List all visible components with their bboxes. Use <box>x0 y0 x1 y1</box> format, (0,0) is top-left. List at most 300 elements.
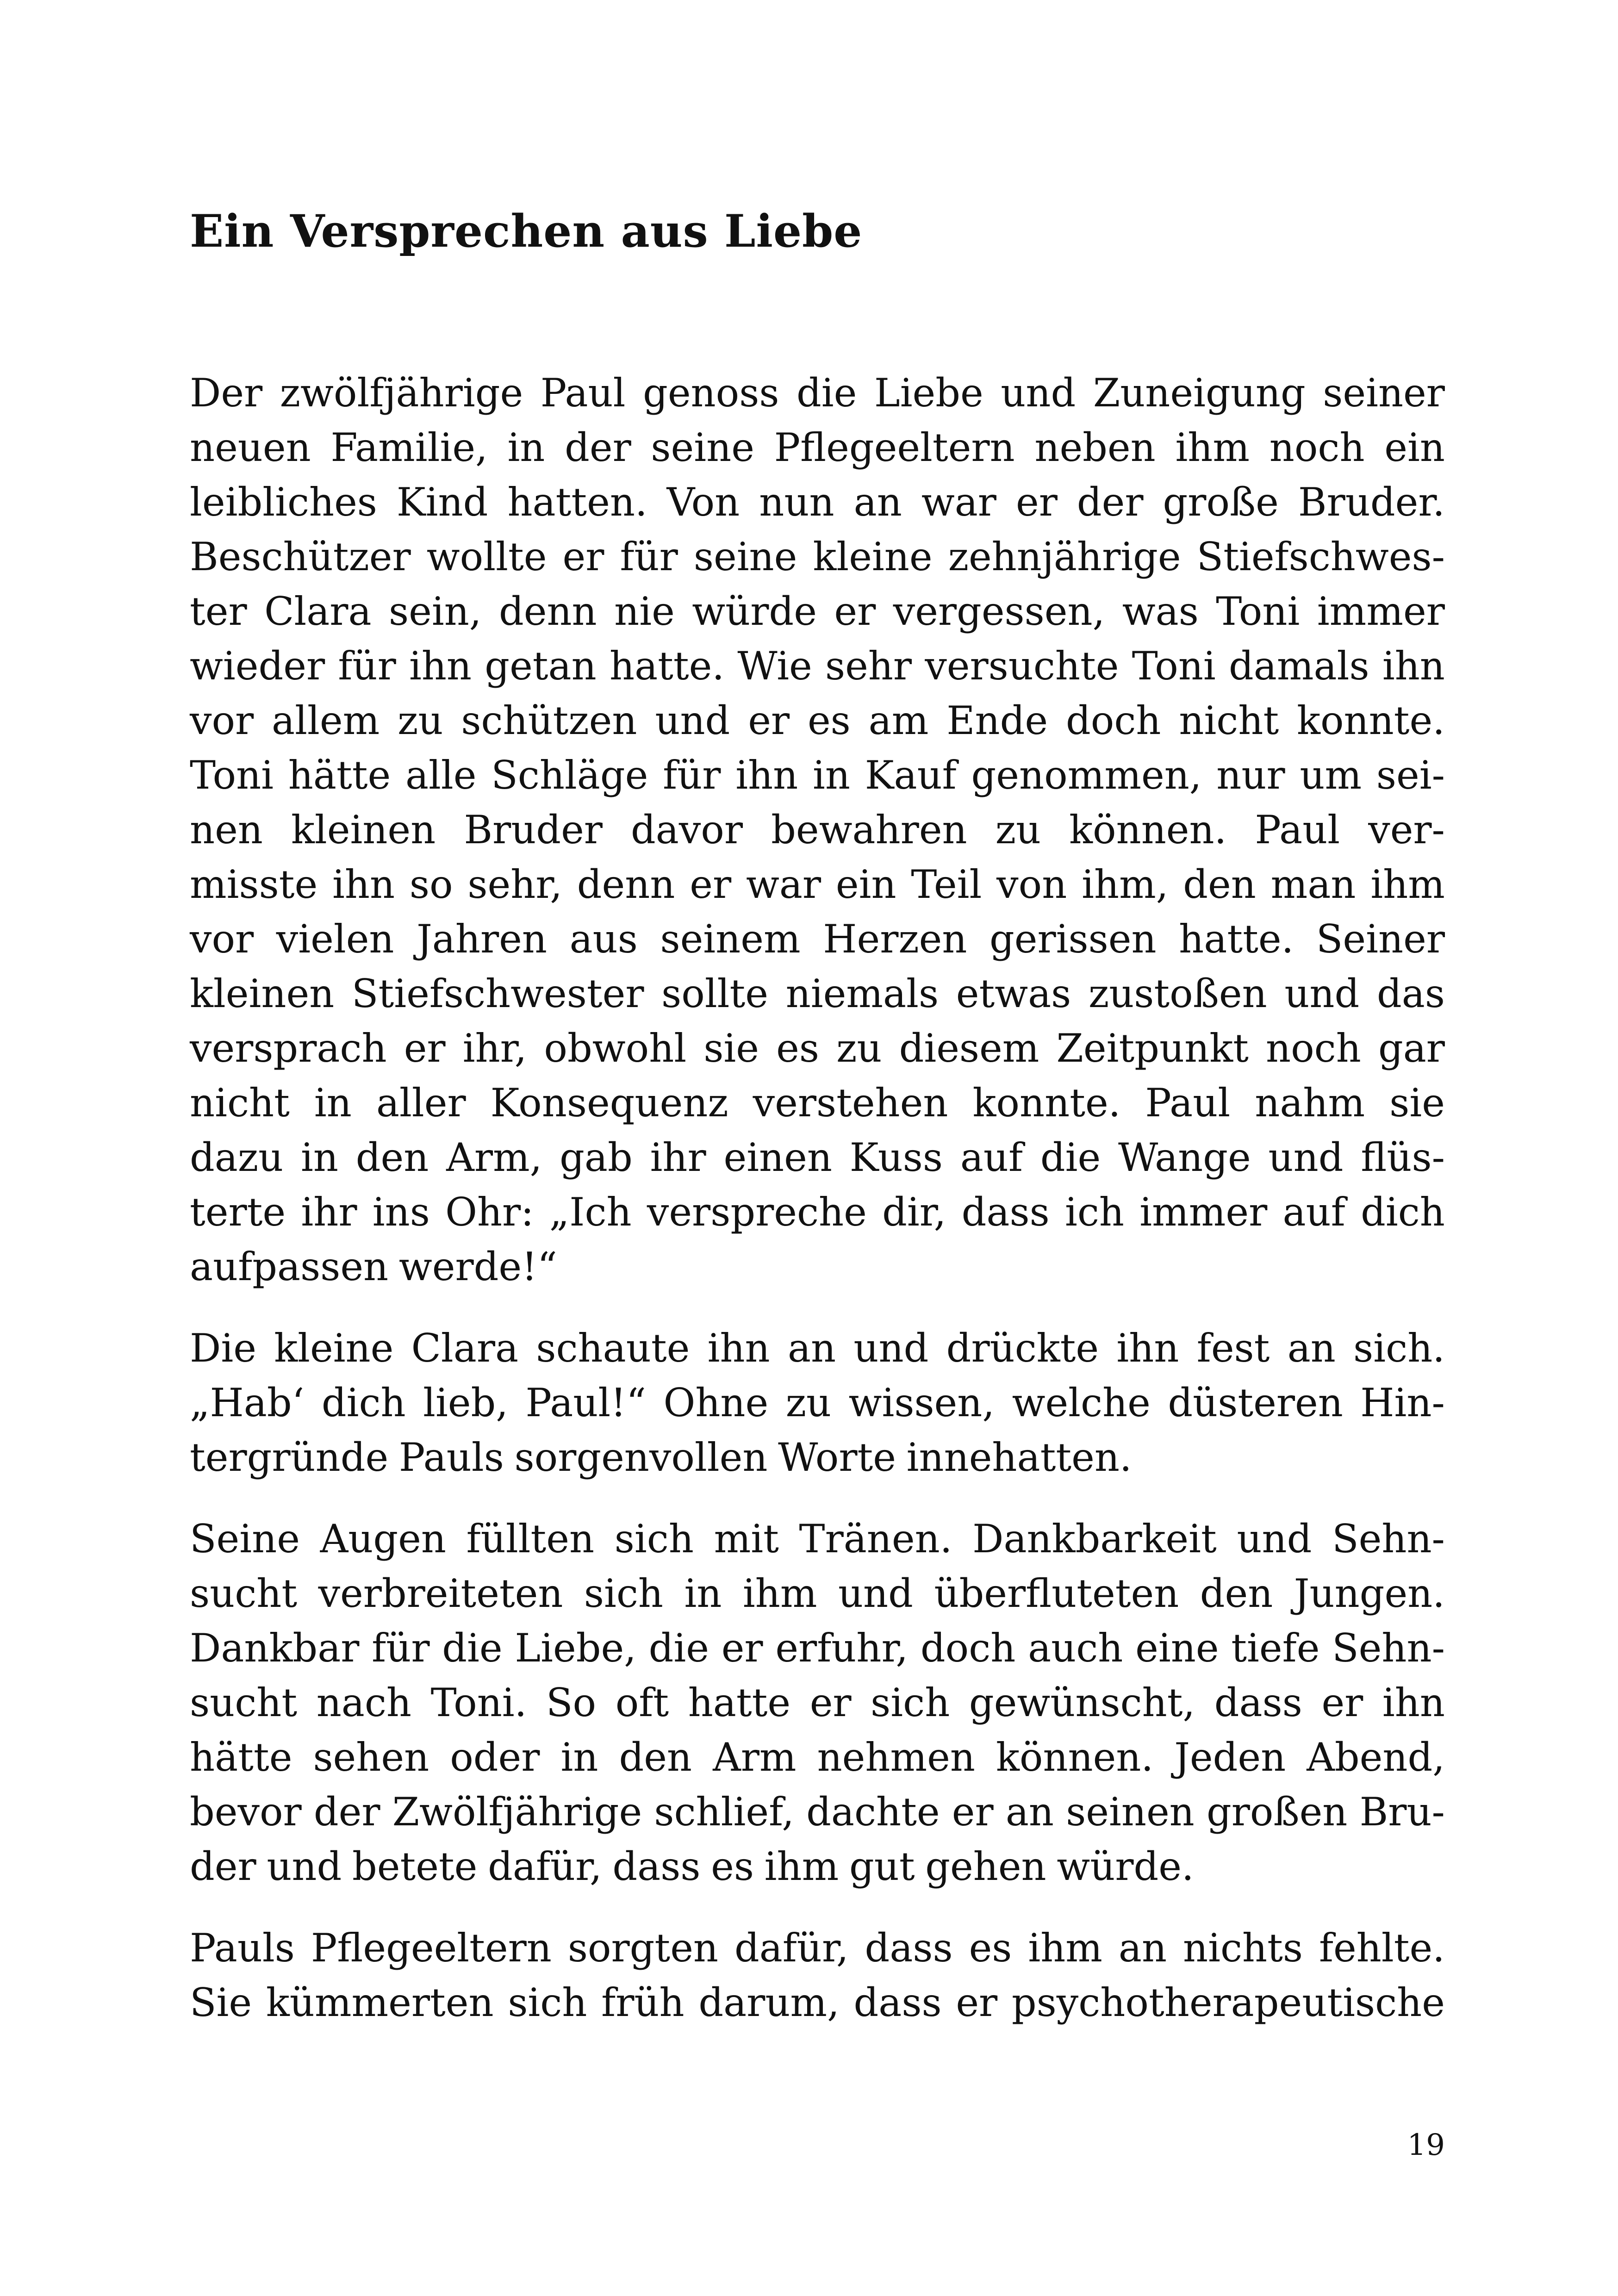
text-line <box>190 1921 1445 1975</box>
word: ins <box>372 1189 430 1235</box>
text-line <box>190 1185 1445 1239</box>
word: „Ich <box>549 1189 632 1235</box>
word: können. <box>1069 807 1227 852</box>
word: Pflegeeltern <box>774 425 1015 470</box>
word: Toni. <box>430 1680 527 1725</box>
word: hätte <box>288 753 391 798</box>
text-line <box>190 1621 1445 1675</box>
word: Toni <box>1132 643 1216 689</box>
word: schaute <box>536 1325 690 1371</box>
word: Von <box>666 479 740 525</box>
word: der <box>313 1789 380 1835</box>
word: ihr <box>301 1189 357 1235</box>
word: es <box>711 1844 754 1889</box>
word: Jungen. <box>1294 1571 1445 1616</box>
word: ihn <box>1382 1680 1445 1725</box>
text-line <box>190 639 1445 693</box>
word: zu <box>836 1026 882 1071</box>
word: Sehn- <box>1332 1625 1445 1671</box>
word: was <box>1122 589 1199 634</box>
word: früh <box>601 1980 685 2025</box>
word: ihm, <box>1082 862 1169 907</box>
word: Seiner <box>1316 916 1445 962</box>
text-line <box>190 1730 1445 1785</box>
word: ein <box>835 862 896 907</box>
text-line <box>190 529 1445 584</box>
word: es <box>969 1925 1012 1971</box>
word: sehr, <box>467 862 562 907</box>
word: sich <box>614 1516 694 1562</box>
word: in <box>813 753 850 798</box>
word: Stiefschwes- <box>1196 534 1445 579</box>
word: und <box>655 698 730 743</box>
word: noch <box>1269 425 1365 470</box>
word: für <box>663 753 721 798</box>
word: davor <box>631 807 743 852</box>
word: verbreiteten <box>318 1571 563 1616</box>
text-line <box>190 1076 1445 1130</box>
word: einen <box>723 1135 832 1180</box>
word: nicht <box>190 1080 290 1126</box>
word: Toni <box>190 753 274 798</box>
word: Stiefschwester <box>351 971 644 1016</box>
word: konnte. <box>1297 698 1445 743</box>
word: Clara <box>264 589 372 634</box>
word: werde!“ <box>398 1244 557 1289</box>
word: ein <box>1384 425 1445 470</box>
word: dafür, <box>488 1844 602 1889</box>
word: die <box>1040 1135 1101 1180</box>
word: oft <box>615 1680 669 1725</box>
word: für <box>372 1625 430 1671</box>
word: tiefe <box>1231 1625 1320 1671</box>
word: er <box>1321 1680 1363 1725</box>
word: würde <box>692 589 817 634</box>
word: seiner <box>1323 370 1445 416</box>
word: Paul!“ <box>525 1380 646 1425</box>
word: das <box>1376 971 1445 1016</box>
word: sucht <box>190 1571 298 1616</box>
word: zu <box>398 698 443 743</box>
word: dafür, <box>734 1925 849 1971</box>
word: sollte <box>661 971 769 1016</box>
word: aus <box>569 916 638 962</box>
word: flüs- <box>1361 1135 1445 1180</box>
word: an <box>1005 1789 1054 1835</box>
word: für <box>620 534 678 579</box>
word: sein, <box>389 589 482 634</box>
word: nur <box>1216 753 1285 798</box>
word: Konsequenz <box>490 1080 728 1126</box>
word: immer <box>1139 1189 1268 1235</box>
word: genommen, <box>971 753 1202 798</box>
word: vergessen, <box>893 589 1105 634</box>
word: Kauf <box>865 753 957 798</box>
word: an <box>787 1325 836 1371</box>
word: wissen, <box>848 1380 995 1425</box>
word: Pflegeeltern <box>311 1925 552 1971</box>
text-line <box>190 420 1445 475</box>
word: mit <box>714 1516 779 1562</box>
word: bevor <box>190 1789 302 1835</box>
word: oder <box>450 1735 540 1780</box>
word: sich <box>508 1980 587 2025</box>
word: dass <box>1214 1680 1302 1725</box>
word: genoss <box>643 370 779 416</box>
word: und <box>1237 1516 1312 1562</box>
word: Kuss <box>849 1135 943 1180</box>
word: auch <box>1028 1625 1123 1671</box>
word: Wie <box>737 643 812 689</box>
word: gut <box>849 1844 915 1889</box>
word: Seine <box>190 1516 300 1562</box>
word: können. <box>996 1735 1154 1780</box>
word: Bruder. <box>1298 479 1445 525</box>
word: Paul <box>1145 1080 1231 1126</box>
word: nichts <box>1183 1925 1303 1971</box>
word: Clara <box>411 1325 519 1371</box>
paragraph <box>190 1512 1445 1894</box>
word: wollte <box>426 534 547 579</box>
word: hatte. <box>609 643 725 689</box>
text-line <box>190 857 1445 912</box>
word: die <box>797 370 857 416</box>
word: fest <box>1196 1325 1270 1371</box>
word: Jahren <box>417 916 547 962</box>
word: sie <box>703 1026 759 1071</box>
text-line <box>190 366 1445 420</box>
word: er <box>809 1680 852 1725</box>
book-page <box>190 0 1445 2296</box>
word: ver- <box>1368 807 1445 852</box>
page-number: 19 <box>1407 2128 1445 2162</box>
word: Schläge <box>491 753 648 798</box>
word: kleine <box>274 1325 394 1371</box>
word: gerissen <box>989 916 1157 962</box>
word: Zwölfjährige <box>392 1789 642 1835</box>
word: zu <box>995 807 1041 852</box>
word: seinen <box>1066 1789 1195 1835</box>
word: Ende <box>946 698 1048 743</box>
word: sucht <box>190 1680 298 1725</box>
word: kleinen <box>190 971 335 1016</box>
word: damals <box>1229 643 1369 689</box>
word: sorgten <box>567 1925 718 1971</box>
word: ihr, <box>462 1026 527 1071</box>
word: ich <box>1064 1189 1124 1235</box>
word: ihm <box>1370 862 1445 907</box>
word: und <box>267 1844 342 1889</box>
word: nach <box>316 1680 412 1725</box>
word: in <box>301 1135 338 1180</box>
word: in <box>684 1571 722 1616</box>
word: er <box>1015 479 1058 525</box>
word: Abend, <box>1307 1735 1445 1780</box>
word: am <box>868 698 929 743</box>
text-line <box>190 693 1445 748</box>
word: der <box>565 425 631 470</box>
text-line <box>190 1839 1445 1894</box>
word: sich. <box>1353 1325 1445 1371</box>
word: drückte <box>946 1325 1099 1371</box>
word: sehen <box>313 1735 429 1780</box>
word: kleinen <box>291 807 436 852</box>
word: um <box>1300 753 1362 798</box>
word: schützen <box>461 698 637 743</box>
word: der <box>190 1844 256 1889</box>
word: darum, <box>698 1980 840 2025</box>
text-line <box>190 1239 1445 1294</box>
word: Pauls <box>190 1925 295 1971</box>
word: versprach <box>190 1026 387 1071</box>
word: Der <box>190 370 263 416</box>
word: dir, <box>882 1189 946 1235</box>
word: Zuneigung <box>1093 370 1306 416</box>
word: noch <box>1265 1026 1361 1071</box>
word: Wange <box>1118 1135 1251 1180</box>
word: gab <box>560 1135 633 1180</box>
word: gewünscht, <box>969 1680 1195 1725</box>
word: sorgenvollen <box>514 1435 768 1480</box>
word: Die <box>190 1325 256 1371</box>
word: betete <box>352 1844 478 1889</box>
word: ihn <box>409 643 472 689</box>
word: lieb, <box>423 1380 508 1425</box>
word: etwas <box>956 971 1071 1016</box>
word: ihm <box>1028 1925 1102 1971</box>
word: neben <box>1034 425 1156 470</box>
word: sich <box>584 1571 663 1616</box>
text-line <box>190 1375 1445 1430</box>
word: Ohne <box>663 1380 769 1425</box>
word: nehmen <box>817 1735 975 1780</box>
text-line <box>190 1321 1445 1375</box>
word: den <box>355 1135 429 1180</box>
word: doch <box>1065 698 1161 743</box>
word: Augen <box>320 1516 446 1562</box>
word: Toni <box>1216 589 1300 634</box>
word: dass <box>612 1844 701 1889</box>
text-line <box>190 1021 1445 1076</box>
word: Teil <box>911 862 982 907</box>
word: Paul <box>540 370 626 416</box>
word: zehnjährige <box>948 534 1181 579</box>
word: und <box>853 1325 929 1371</box>
word: Liebe, <box>515 1625 636 1671</box>
word: erfuhr, <box>775 1625 909 1671</box>
word: welche <box>1012 1380 1151 1425</box>
word: „Hab‘ <box>190 1380 305 1425</box>
word: getan <box>485 643 597 689</box>
word: ihn <box>1116 1325 1179 1371</box>
text-line <box>190 1130 1445 1185</box>
word: und <box>1001 370 1076 416</box>
word: alle <box>405 753 477 798</box>
word: großen <box>1206 1789 1348 1835</box>
word: er <box>748 698 790 743</box>
word: in <box>314 1080 352 1126</box>
word: ihn <box>735 753 798 798</box>
word: den <box>1183 862 1256 907</box>
text-line <box>190 1566 1445 1621</box>
word: auf <box>1282 1189 1345 1235</box>
word: die <box>442 1625 503 1671</box>
word: Beschützer <box>190 534 411 579</box>
word: es <box>807 698 851 743</box>
word: verstehen <box>753 1080 948 1126</box>
word: leibliches <box>190 479 377 525</box>
word: dich <box>321 1380 406 1425</box>
word: kleine <box>813 534 933 579</box>
word: von <box>996 862 1067 907</box>
word: neuen <box>190 425 311 470</box>
text-line <box>190 1975 1445 2030</box>
word: Sie <box>190 1980 252 2025</box>
word: es <box>776 1026 819 1071</box>
word: ihr <box>650 1135 706 1180</box>
word: immer <box>1317 589 1445 634</box>
word: seinem <box>660 916 801 962</box>
word: Dankbar <box>190 1625 360 1671</box>
word: füllten <box>466 1516 595 1562</box>
word: sei- <box>1376 753 1445 798</box>
paragraph <box>190 366 1445 1294</box>
word: hatte. <box>1179 916 1294 962</box>
word: dachte <box>806 1789 940 1835</box>
word: der <box>1077 479 1144 525</box>
word: ihn <box>1382 643 1445 689</box>
word: Herzen <box>823 916 967 962</box>
word: Zeitpunkt <box>1056 1026 1249 1071</box>
word: innehatten. <box>906 1435 1132 1480</box>
word: nun <box>759 479 834 525</box>
word: Arm <box>713 1735 797 1780</box>
word: Kind <box>396 479 488 525</box>
chapter-title: Ein Versprechen aus Liebe <box>190 205 863 257</box>
word: dich <box>1361 1189 1445 1235</box>
word: eine <box>1135 1625 1219 1671</box>
word: Dankbarkeit <box>972 1516 1217 1562</box>
paragraph <box>190 1321 1445 1485</box>
word: zustoßen <box>1088 971 1267 1016</box>
word: er <box>690 862 732 907</box>
word: dass <box>853 1980 942 2025</box>
word: aufpassen <box>190 1244 389 1289</box>
word: an <box>853 479 902 525</box>
word: sich <box>871 1680 950 1725</box>
text-line <box>190 475 1445 529</box>
word: So <box>546 1680 597 1725</box>
word: die <box>648 1625 709 1671</box>
word: aller <box>376 1080 466 1126</box>
word: bewahren <box>771 807 967 852</box>
word: nicht <box>1179 698 1279 743</box>
word: ter <box>190 589 247 634</box>
word: Ohr: <box>445 1189 534 1235</box>
text-line <box>190 966 1445 1021</box>
word: Pauls <box>398 1435 504 1480</box>
word: düsteren <box>1168 1380 1343 1425</box>
word: terte <box>190 1189 286 1235</box>
word: Tränen. <box>799 1516 952 1562</box>
word: ihm <box>1175 425 1250 470</box>
word: den <box>619 1735 692 1780</box>
text-line <box>190 803 1445 857</box>
word: nahm <box>1255 1080 1365 1126</box>
word: würde. <box>1057 1844 1194 1889</box>
word: Paul <box>1255 807 1340 852</box>
word: gehen <box>925 1844 1046 1889</box>
paragraph <box>190 1921 1445 2030</box>
word: und <box>838 1571 913 1616</box>
text-line <box>190 1430 1445 1485</box>
word: hatten. <box>507 479 647 525</box>
word: Hin- <box>1360 1380 1445 1425</box>
word: und <box>1284 971 1360 1016</box>
word: so <box>409 862 453 907</box>
word: an <box>1287 1325 1336 1371</box>
word: große <box>1163 479 1279 525</box>
word: fehlte. <box>1319 1925 1445 1971</box>
word: dass <box>961 1189 1050 1235</box>
word: schlief, <box>654 1789 794 1835</box>
word: dazu <box>190 1135 284 1180</box>
word: war <box>746 862 821 907</box>
text-line <box>190 1785 1445 1839</box>
text-line <box>190 912 1445 966</box>
word: seine <box>693 534 797 579</box>
word: in <box>560 1735 598 1780</box>
word: vor <box>190 698 254 743</box>
word: Sehn- <box>1332 1516 1445 1562</box>
word: gar <box>1378 1026 1445 1071</box>
text-line <box>190 584 1445 639</box>
word: allem <box>272 698 380 743</box>
word: ihm <box>742 1571 817 1616</box>
word: denn <box>577 862 675 907</box>
word: sie <box>1389 1080 1445 1126</box>
word: niemals <box>785 971 939 1016</box>
word: hatte <box>688 1680 791 1725</box>
word: sehr <box>825 643 912 689</box>
chapter-body <box>190 366 1445 2057</box>
word: an <box>1118 1925 1167 1971</box>
word: Arm, <box>446 1135 542 1180</box>
word: Bru- <box>1359 1789 1445 1835</box>
word: er <box>404 1026 446 1071</box>
word: für <box>338 643 396 689</box>
word: vor <box>190 916 254 962</box>
word: den <box>1200 1571 1273 1616</box>
word: zu <box>785 1380 832 1425</box>
word: kümmerten <box>266 1980 494 2025</box>
word: doch <box>920 1625 1016 1671</box>
word: diesem <box>899 1026 1039 1071</box>
word: tergründe <box>190 1435 389 1480</box>
word: er <box>721 1625 763 1671</box>
word: er <box>956 1980 998 2025</box>
word: Jeden <box>1174 1735 1286 1780</box>
word: ihn <box>707 1325 770 1371</box>
word: hätte <box>190 1735 292 1780</box>
word: Familie, <box>330 425 488 470</box>
word: dass <box>865 1925 953 1971</box>
word: er <box>952 1789 994 1835</box>
word: Worte <box>778 1435 896 1480</box>
word: man <box>1270 862 1356 907</box>
word: obwohl <box>544 1026 687 1071</box>
word: zwölfjährige <box>280 370 523 416</box>
